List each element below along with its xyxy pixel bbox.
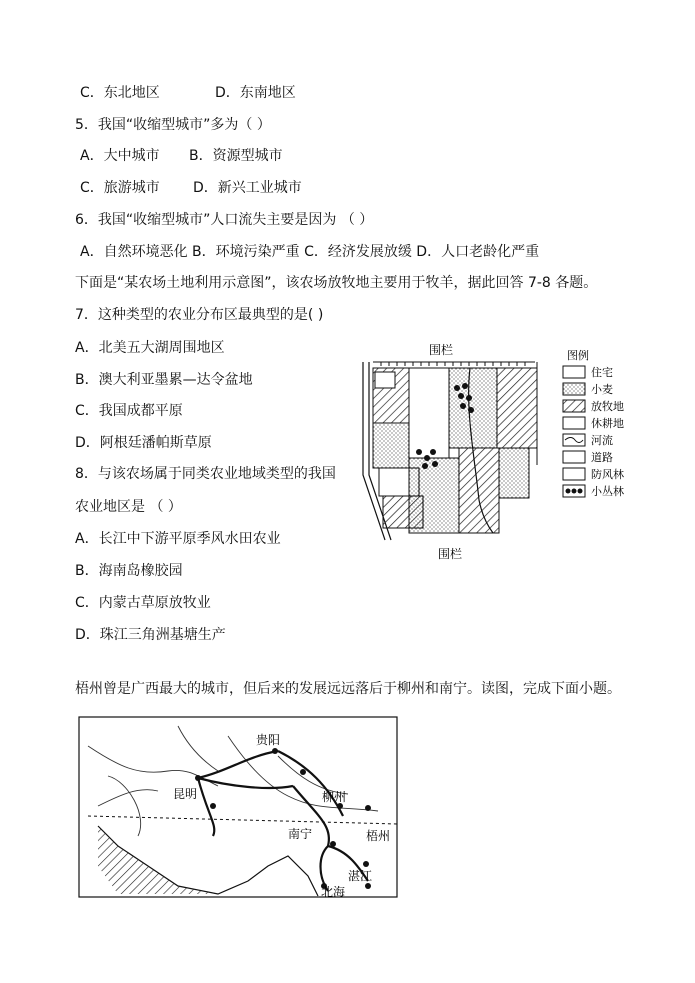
legend-river: 河流 <box>591 434 613 447</box>
q4-option-c: C．东北地区 <box>80 85 160 101</box>
q7-option-b: B．澳大利亚墨累—达令盆地 <box>75 372 253 388</box>
q8-option-b: B．海南岛橡胶园 <box>75 563 183 579</box>
q8-option-c: C．内蒙古草原放牧业 <box>75 595 211 611</box>
legend-title: 图例 <box>567 349 589 362</box>
legend-fallow: 休耕地 <box>591 417 624 430</box>
city-wuzhou: 梧州 <box>366 829 391 843</box>
city-beihai: 北海 <box>321 885 346 898</box>
legend-pasture: 放牧地 <box>591 400 624 413</box>
legend-bush: 小丛林 <box>591 485 624 498</box>
question-7: 7．这种类型的农业分布区最典型的是( ) <box>75 307 324 323</box>
legend-road: 道路 <box>591 451 613 464</box>
farm-land-use-map <box>355 340 655 565</box>
question-5: 5．我国“收缩型城市”多为（ ） <box>75 117 271 133</box>
q7-option-d: D．阿根廷潘帕斯草原 <box>75 435 212 451</box>
q8-option-a: A．长江中下游平原季风水田农业 <box>75 531 281 547</box>
q8-option-d: D．珠江三角洲基塘生产 <box>75 627 226 643</box>
fence-label-bottom: 围栏 <box>438 547 463 561</box>
legend-wheat: 小麦 <box>591 383 613 396</box>
question-8-line1: 8．与该农场属于同类农业地域类型的我国 <box>75 466 336 482</box>
windbreak-trees <box>381 362 525 366</box>
q5-option-a: A．大中城市 <box>80 148 160 164</box>
q6-options: A．自然环境恶化 B．环境污染严重 C．经济发展放缓 D．人口老龄化严重 <box>80 244 540 260</box>
city-nanning: 南宁 <box>288 827 313 841</box>
city-liuzhou: 柳州 <box>322 790 347 804</box>
region-map <box>78 716 398 898</box>
city-zhanjiang: 湛江 <box>348 869 373 883</box>
city-kunming: 昆明 <box>173 787 198 801</box>
intro-7-8: 下面是“某农场土地利用示意图”，该农场放牧地主要用于牧羊，据此回答 7-8 各题。 <box>75 275 598 291</box>
q5-option-b: B．资源型城市 <box>189 148 283 164</box>
city-guiyang: 贵阳 <box>256 733 281 747</box>
q4-option-d: D．东南地区 <box>215 85 296 101</box>
question-8-line2: 农业地区是 （ ） <box>75 499 182 515</box>
legend-windbreak: 防风林 <box>591 468 624 481</box>
q5-option-c: C．旅游城市 <box>80 180 160 196</box>
q7-option-a: A．北美五大湖周围地区 <box>75 340 225 356</box>
fence-label-top: 围栏 <box>429 343 454 357</box>
intro-wuzhou: 梧州曾是广西最大的城市，但后来的发展远远落后于柳州和南宁。读图，完成下面小题。 <box>75 681 621 697</box>
q5-option-d: D．新兴工业城市 <box>193 180 302 196</box>
legend-house: 住宅 <box>591 366 613 379</box>
q7-option-c: C．我国成都平原 <box>75 403 183 419</box>
question-6: 6．我国“收缩型城市”人口流失主要是因为 （ ） <box>75 212 374 228</box>
